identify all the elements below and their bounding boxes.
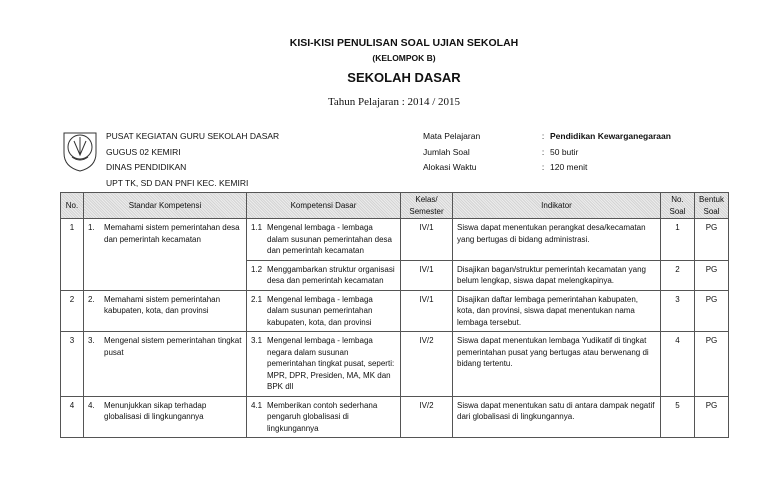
organization-block: [106, 129, 279, 191]
cell-kd: [247, 396, 401, 438]
cell-no-soal: 1: [661, 219, 695, 261]
kd-number: 4.1: [251, 400, 263, 410]
cell-kd: [247, 219, 401, 261]
cell-no: 2: [61, 290, 84, 332]
header-indikator: Indikator: [453, 193, 661, 219]
sk-text: Menunjukkan sikap terhadap globalisasi di lingkungannya: [104, 400, 207, 421]
kd-number: 1.1: [251, 223, 263, 232]
cell-sk: [84, 219, 247, 291]
cell-kd: [247, 290, 401, 332]
info-colon: :: [541, 146, 545, 157]
cell-no: 4: [61, 396, 84, 438]
sk-text: Mengenal sistem pemerintahan tingkat pusat: [104, 336, 242, 357]
cell-kelas: IV/2: [401, 332, 453, 397]
table-row: [61, 396, 729, 438]
school-level: SEKOLAH DASAR: [347, 70, 461, 85]
header-no: No.: [61, 193, 84, 219]
sk-text: Memahami sistem pemerintahan kabupaten, kota, dan provinsi: [104, 294, 221, 315]
document-title: KISI-KISI PENULISAN SOAL UJIAN SEKOLAH: [289, 37, 519, 49]
kd-text: Mengenal lembaga - lembaga dalam susunan pemerintahan kabupaten, kota, dan provinsi: [267, 294, 373, 327]
kd-text: Menggambarkan struktur organisasi desa dan pemerintah kecamatan: [267, 264, 395, 285]
kd-number: 2.1: [251, 294, 263, 304]
info-value-time: 120 menit: [550, 162, 588, 172]
school-year: Tahun Pelajaran : 2014 / 2015: [327, 96, 461, 108]
cell-no: 1: [61, 219, 84, 291]
sk-text: Memahami sistem pemerintahan desa dan pemerintah kecamatan: [104, 223, 240, 244]
info-colon: :: [541, 162, 545, 172]
table-row: [61, 332, 729, 397]
cell-bentuk: PG: [695, 290, 729, 332]
cell-sk: [84, 290, 247, 332]
sk-number: 2.: [88, 294, 95, 304]
kd-number: 3.1: [251, 336, 263, 345]
kd-text: Mengenal lembaga - lembaga dalam susunan pemerintahan desa dan pemerintah kecamatan: [267, 223, 392, 255]
cell-bentuk: PG: [695, 396, 729, 438]
kd-text: Mengenal lembaga - lembaga negara dalam susunan pemerintahan tingkat pusat, seperti: MPR, DPR, Presiden, MA, MK dan BPK dll: [267, 336, 395, 391]
info-label: Jumlah Soal: [423, 146, 470, 157]
table-row: [61, 219, 729, 261]
cell-no-soal: 2: [661, 260, 695, 290]
header-bentuk-soal: Bentuk Soal: [695, 193, 729, 219]
cell-indikator: Siswa dapat menentukan lembaga Yudikatif di tingkat pemerintahan pusat yang bertugas atau berwenang di bidang tertentu.: [453, 332, 661, 397]
cell-kelas: IV/2: [401, 396, 453, 438]
header-no-soal: No. Soal: [661, 193, 695, 219]
cell-indikator: Siswa dapat menentukan satu di antara dampak negatif dari globalisasi di lingkungannya.: [453, 396, 661, 438]
group-label: (KELOMPOK B): [372, 53, 436, 63]
header-kelas-semester: Kelas/ Semester: [401, 193, 453, 219]
sk-number: 4.: [88, 400, 95, 410]
info-value-questions: 50 butir: [550, 146, 579, 157]
table-row: [61, 290, 729, 332]
info-label: Mata Pelajaran: [423, 131, 481, 141]
cell-no-soal: 5: [661, 396, 695, 438]
org-line: DINAS PENDIDIKAN: [106, 162, 187, 172]
sk-number: 3.: [88, 336, 95, 345]
org-line: PUSAT KEGIATAN GURU SEKOLAH DASAR: [106, 131, 280, 141]
cell-kd: [247, 260, 401, 290]
cell-kd: [247, 332, 401, 397]
exam-info: [423, 129, 671, 176]
info-colon: :: [541, 131, 545, 141]
cell-kelas: IV/1: [401, 219, 453, 261]
info-value-subject: Pendidikan Kewarganegaraan: [550, 131, 671, 141]
org-line: UPT TK, SD DAN PNFI KEC. KEMIRI: [106, 177, 249, 188]
sk-number: 1.: [88, 223, 95, 232]
header-kompetensi-dasar: Kompetensi Dasar: [247, 193, 401, 219]
cell-no: 3: [61, 332, 84, 397]
cell-no-soal: 3: [661, 290, 695, 332]
info-label: Alokasi Waktu: [423, 162, 477, 172]
cell-kelas: IV/1: [401, 290, 453, 332]
cell-indikator: Siswa dapat menentukan perangkat desa/kecamatan yang bertugas di bidang administrasi.: [453, 219, 661, 261]
cell-bentuk: PG: [695, 260, 729, 290]
table-header-row: [61, 193, 729, 219]
cell-kelas: IV/1: [401, 260, 453, 290]
cell-indikator: Disajikan daftar lembaga pemerintahan kabupaten, kota, dan provinsi, siswa dapat menentukan nama lembaga tersebut.: [453, 290, 661, 332]
cell-bentuk: PG: [695, 219, 729, 261]
cell-indikator: Disajikan bagan/struktur pemerintah kecamatan yang belum lengkap, siswa dapat melengkapinya.: [453, 260, 661, 290]
header-standar-kompetensi: Standar Kompetensi: [84, 193, 247, 219]
cell-bentuk: PG: [695, 332, 729, 397]
cell-sk: [84, 396, 247, 438]
cell-sk: [84, 332, 247, 397]
kd-number: 1.2: [251, 264, 263, 274]
kisi-kisi-table: [60, 192, 729, 438]
org-line: GUGUS 02 KEMIRI: [106, 146, 181, 157]
tut-wuri-handayani-logo-icon: [60, 127, 100, 173]
kd-text: Memberikan contoh sederhana pengaruh globalisasi di lingkungannya: [267, 400, 378, 433]
cell-no-soal: 4: [661, 332, 695, 397]
